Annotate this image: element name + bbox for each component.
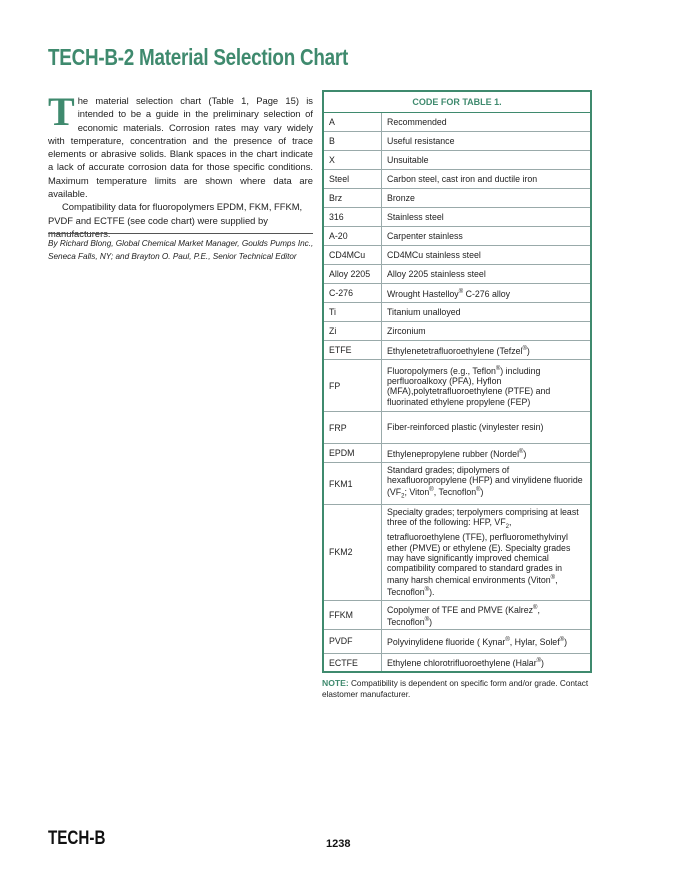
code-cell: B [323, 132, 382, 151]
code-cell: Brz [323, 189, 382, 208]
description-cell: Bronze [382, 189, 592, 208]
code-cell: ETFE [323, 341, 382, 360]
description-cell: CD4MCu stainless steel [382, 246, 592, 265]
code-cell: Steel [323, 170, 382, 189]
description-cell: Polyvinylidene fluoride ( Kynar®, Hylar, Solef®) [382, 629, 592, 653]
description-cell: Copolymer of TFE and PMVE (Kalrez®, Tecnoflon®) [382, 600, 592, 629]
page-number: 1238 [326, 838, 351, 850]
intro-paragraph-1 [48, 89, 313, 200]
code-cell: Ti [323, 303, 382, 322]
code-cell: FKM1 [323, 463, 382, 505]
table-row [323, 322, 591, 341]
page-title: TECH-B-2 Material Selection Chart [48, 44, 348, 70]
code-cell: PVDF [323, 629, 382, 653]
note-label: NOTE: [322, 678, 349, 688]
description-cell: Ethylene chlorotrifluoroethylene (Halar®) [382, 653, 592, 672]
code-table-header-row [323, 91, 591, 113]
drop-cap: T [48, 89, 75, 134]
table-row [323, 284, 591, 303]
description-cell: Stainless steel [382, 208, 592, 227]
byline: By Richard Blong, Global Chemical Market Manager, Goulds Pumps Inc., Seneca Falls, NY; and Brayton O. Paul, P.E., Senior Technical Editor [48, 239, 314, 262]
code-cell: CD4MCu [323, 246, 382, 265]
code-cell: FRP [323, 412, 382, 444]
description-cell: Standard grades; dipolymers of hexafluoropropylene (HFP) and vinylidene fluoride ($VF_2$; Viton®, Tecnoflon®) [382, 463, 592, 505]
table-row [323, 265, 591, 284]
table-row [323, 412, 591, 444]
code-cell: FKM2 [323, 505, 382, 600]
code-cell: 316 [323, 208, 382, 227]
table-row [323, 132, 591, 151]
table-row [323, 600, 591, 629]
byline-divider [48, 233, 313, 234]
description-cell: Unsuitable [382, 151, 592, 170]
table-row [323, 653, 591, 672]
description-cell: Alloy 2205 stainless steel [382, 265, 592, 284]
code-cell: ECTFE [323, 653, 382, 672]
code-table-header: CODE FOR TABLE 1. [323, 91, 591, 113]
description-cell: Titanium unalloyed [382, 303, 592, 322]
code-cell: X [323, 151, 382, 170]
code-cell: EPDM [323, 444, 382, 463]
description-cell: Ethylenepropylene rubber (Nordel®) [382, 444, 592, 463]
table-row [323, 227, 591, 246]
description-cell: Recommended [382, 113, 592, 132]
table-row [323, 505, 591, 600]
code-cell: Zi [323, 322, 382, 341]
description-cell: Fluoropolymers (e.g., Teflon®) including perfluoroalkoxy (PFA), Hyflon (MFA),polytetrafluoroethylene (PTFE) and fluorinated ethylene propylene (FEP) [382, 360, 592, 412]
description-cell: Ethylenetetrafluoroethylene (Tefzel®) [382, 341, 592, 360]
table-row [323, 246, 591, 265]
table-row [323, 629, 591, 653]
table-row [323, 303, 591, 322]
code-cell: C-276 [323, 284, 382, 303]
description-cell: Fiber-reinforced plastic (vinylester resin) [382, 412, 592, 444]
code-cell: A-20 [323, 227, 382, 246]
code-cell: A [323, 113, 382, 132]
code-cell: FFKM [323, 600, 382, 629]
table-row [323, 208, 591, 227]
code-cell: Alloy 2205 [323, 265, 382, 284]
table-row [323, 170, 591, 189]
description-cell: Wrought Hastelloy® C-276 alloy [382, 284, 592, 303]
table-row [323, 151, 591, 170]
note-text: Compatibility is dependent on specific form and/or grade. Contact elastomer manufacturer. [322, 679, 589, 699]
table-note [322, 678, 592, 700]
table-row [323, 444, 591, 463]
intro-paragraph-1-text: he material selection chart (Table 1, Page 15) is intended to be a guide in the preliminary selection of economic materials. Corrosion rates may vary widely with temperature, concentration and the presence of trace elements or abrasive solids. Blank spaces in the chart indicate a lack of accurate corrosion data for those specific conditions. Maximum temperature limits are shown where data are available. [48, 95, 313, 200]
description-cell: Carbon steel, cast iron and ductile iron [382, 170, 592, 189]
code-cell: FP [323, 360, 382, 412]
table-row [323, 360, 591, 412]
description-cell: Specialty grades; terpolymers comprising at least three of the following: HFP, $VF_2$, tetrafluoroethylene (TFE), perfluoromethylvinyl ether (PMVE) or ethylene (E). Specialty grades may have significantly improved chemical compatibility compared to standard grades in many harsh chemical environments (Viton®, Tecnoflon®). [382, 505, 592, 600]
table-row [323, 463, 591, 505]
description-cell: Zirconium [382, 322, 592, 341]
table-row [323, 113, 591, 132]
intro-paragraph-2: Compatibility data for fluoropolymers EPDM, FKM, FFKM, PVDF and ECTFE (see code chart) were supplied by [48, 201, 303, 226]
description-cell: Carpenter stainless [382, 227, 592, 246]
table-row [323, 341, 591, 360]
intro-text [48, 89, 313, 240]
footer-logo: TECH-B [48, 828, 106, 849]
code-table [322, 90, 592, 673]
table-row [323, 189, 591, 208]
description-cell: Useful resistance [382, 132, 592, 151]
